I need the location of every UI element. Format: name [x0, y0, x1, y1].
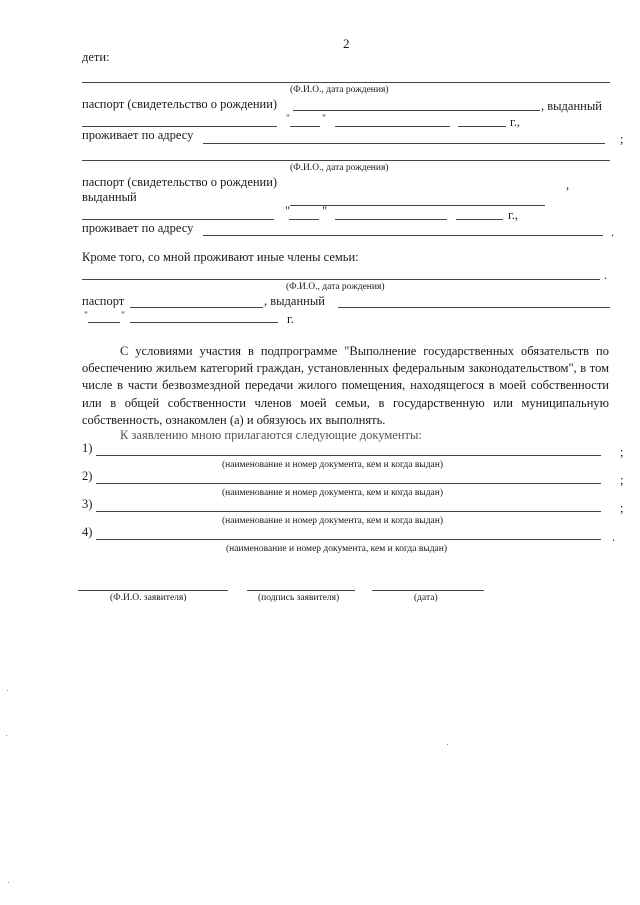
child2-address-end: . [611, 225, 615, 239]
child1-quote-close: " [322, 114, 326, 124]
applicant-signature-line[interactable] [247, 590, 355, 591]
scan-speck [6, 735, 7, 736]
child1-fio-caption: (Ф.И.О., дата рождения) [290, 85, 389, 95]
attachment-2-end: ; [620, 473, 624, 487]
child2-year-line[interactable] [456, 219, 503, 220]
child2-issuer-line-2[interactable] [82, 219, 274, 220]
child1-month-line[interactable] [335, 126, 450, 127]
member-month-line[interactable] [130, 322, 278, 323]
child1-passport-line[interactable] [293, 110, 540, 111]
attachment-3-line[interactable] [96, 511, 601, 512]
child1-quote-open: " [286, 114, 290, 124]
child1-day-line[interactable] [290, 126, 320, 127]
scan-speck [447, 744, 448, 745]
child1-address-end: ; [620, 132, 624, 146]
attachments-intro: К заявлению мною прилагаются следующие документы: [120, 428, 422, 442]
conditions-paragraph: С условиями участия в подпрограмме "Выполнение государственных обязательств по обеспечению жильем категорий граждан, установленных федеральным законодательством", в том числе в части безвозмездной передачи жилого помещения, находящегося в моей собственности или в общей собственности членов моей семьи, в государственную или муниципальную собственность, ознакомлен (а) и обязуюсь их выполнять. [82, 344, 609, 427]
child2-month-line[interactable] [335, 219, 447, 220]
child1-issued-label: , выданный [541, 99, 602, 113]
child2-comma: , [566, 178, 570, 192]
attachment-2-number: 2) [82, 469, 93, 483]
other-members-text: Кроме того, со мной проживают иные члены семьи: [82, 250, 359, 264]
attachment-2-caption: (наименование и номер документа, кем и когда выдан) [222, 488, 443, 498]
attachment-3-caption: (наименование и номер документа, кем и когда выдан) [222, 516, 443, 526]
attachment-1-number: 1) [82, 441, 93, 455]
child2-day-line[interactable] [289, 219, 319, 220]
attachment-4-end: . [612, 530, 616, 544]
attachment-2-line[interactable] [96, 483, 601, 484]
attachment-4-number: 4) [82, 525, 93, 539]
scan-speck [8, 882, 9, 883]
child1-year-line[interactable] [458, 126, 506, 127]
child1-year-suffix: г., [510, 115, 520, 129]
child2-passport-label: паспорт (свидетельство о рождении) [82, 175, 278, 189]
child1-fio-line[interactable] [82, 82, 610, 83]
applicant-fio-caption: (Ф.И.О. заявителя) [110, 593, 187, 603]
member-quote-close: " [121, 311, 125, 321]
applicant-signature-caption: (подпись заявителя) [258, 593, 340, 603]
scan-speck [7, 690, 8, 691]
child1-passport-label: паспорт (свидетельство о рождении) [82, 97, 278, 111]
child2-issuer-line-1[interactable] [290, 205, 545, 206]
child1-address-line[interactable] [203, 143, 605, 144]
member-quote-open: " [84, 311, 88, 321]
member-fio-line[interactable] [82, 279, 600, 280]
attachment-3-number: 3) [82, 497, 93, 511]
child2-issued-label: выданный [82, 190, 137, 204]
date-caption: (дата) [414, 593, 438, 603]
child2-quote-open: " [285, 204, 291, 218]
member-issuer-line[interactable] [338, 307, 610, 308]
member-year-suffix: г. [287, 312, 294, 326]
child2-fio-caption: (Ф.И.О., дата рождения) [290, 163, 389, 173]
member-issued-label: , выданный [264, 294, 325, 308]
child2-address-label: проживает по адресу [82, 221, 194, 235]
attachment-3-end: ; [620, 501, 624, 515]
attachment-1-line[interactable] [96, 455, 601, 456]
member-passport-label: паспорт [82, 294, 125, 308]
date-line[interactable] [372, 590, 484, 591]
member-fio-end: . [604, 268, 608, 282]
member-fio-caption: (Ф.И.О., дата рождения) [286, 282, 385, 292]
child1-issuer-line[interactable] [82, 126, 277, 127]
attachment-1-end: ; [620, 445, 624, 459]
children-label: дети: [82, 50, 110, 64]
attachment-4-caption: (наименование и номер документа, кем и когда выдан) [226, 544, 447, 554]
child2-address-line[interactable] [203, 235, 603, 236]
child1-address-line-2[interactable] [82, 160, 610, 161]
attachment-1-caption: (наименование и номер документа, кем и когда выдан) [222, 460, 443, 470]
attachment-4-line[interactable] [96, 539, 601, 540]
member-passport-line[interactable] [130, 307, 263, 308]
child2-quote-close: " [322, 204, 328, 218]
member-day-line[interactable] [88, 322, 120, 323]
child2-year-suffix: г., [508, 208, 518, 222]
page-number: 2 [343, 36, 350, 51]
applicant-fio-line[interactable] [78, 590, 228, 591]
child1-address-label: проживает по адресу [82, 128, 194, 142]
